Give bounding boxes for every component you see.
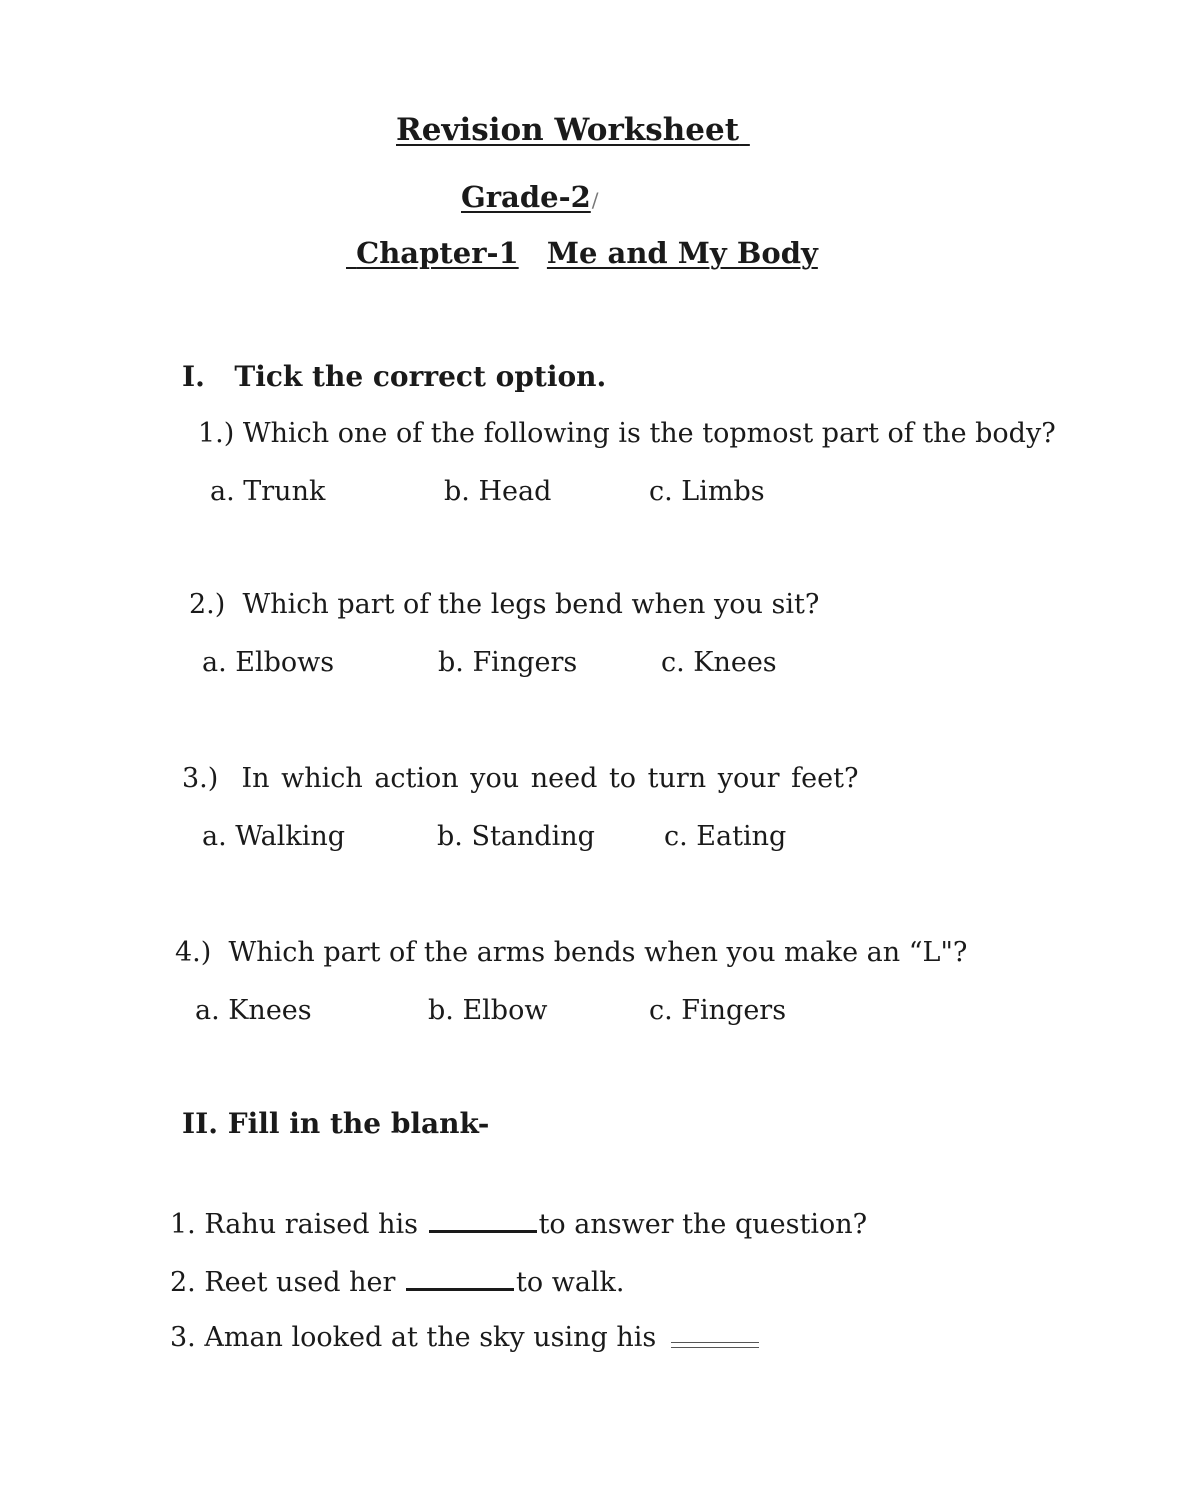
- fill-blank-1: 1. Rahu raised his to answer the question?: [170, 1209, 868, 1240]
- q1-option-c[interactable]: c. Limbs: [649, 476, 765, 507]
- q3-option-c[interactable]: c. Eating: [664, 821, 787, 852]
- question-3: [182, 763, 858, 794]
- grade-mark: /: [591, 188, 599, 212]
- question-number: 3.): [182, 763, 219, 794]
- q3-option-a[interactable]: a. Walking: [202, 821, 346, 852]
- question-2: [189, 589, 819, 620]
- q3-option-b[interactable]: b. Standing: [437, 821, 595, 852]
- question-number: 4.): [175, 937, 212, 968]
- question-number: 2.): [189, 589, 226, 620]
- chapter-title: [346, 236, 818, 270]
- section-1-heading: I. Tick the correct option.: [182, 360, 607, 393]
- fill-blank-2: 2. Reet used her to walk.: [170, 1267, 625, 1298]
- question-text: Which part of the arms bends when you make an “L"?: [228, 937, 968, 968]
- q1-option-a[interactable]: a. Trunk: [210, 476, 326, 507]
- question-number: 1.): [198, 418, 235, 449]
- q1-option-b[interactable]: b. Head: [444, 476, 552, 507]
- q4-option-a[interactable]: a. Knees: [195, 995, 312, 1026]
- question-4: [175, 937, 967, 968]
- question-text: Which one of the following is the topmost part of the body?: [242, 418, 1056, 449]
- blank-2[interactable]: [406, 1288, 514, 1291]
- q4-option-b[interactable]: b. Elbow: [428, 995, 548, 1026]
- fill-blank-3: 3. Aman looked at the sky using his: [170, 1322, 759, 1353]
- page-title: Revision Worksheet: [396, 112, 740, 148]
- blank-3[interactable]: [671, 1342, 759, 1348]
- q2-option-b[interactable]: b. Fingers: [438, 647, 578, 678]
- q2-option-c[interactable]: c. Knees: [661, 647, 777, 678]
- q2-option-a[interactable]: a. Elbows: [202, 647, 335, 678]
- chapter-number: Chapter-1: [356, 236, 519, 270]
- section-2-heading: II. Fill in the blank-: [182, 1107, 490, 1140]
- question-1: [198, 418, 1056, 449]
- blank-1[interactable]: [429, 1230, 537, 1233]
- grade-label: Grade-2/: [461, 180, 599, 214]
- question-text: Which part of the legs bend when you sit?: [242, 589, 820, 620]
- question-text: In which action you need to turn your feet?: [241, 763, 859, 794]
- q4-option-c[interactable]: c. Fingers: [649, 995, 787, 1026]
- chapter-name: Me and My Body: [546, 236, 818, 270]
